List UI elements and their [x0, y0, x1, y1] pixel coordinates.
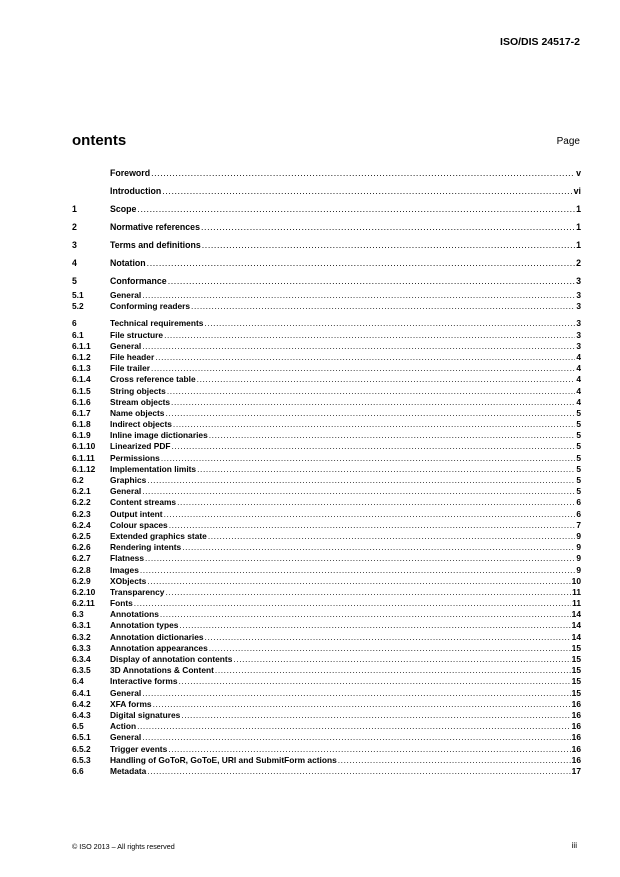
toc-entry-page: 3 — [576, 301, 581, 312]
toc-entry-number: 6.1.2 — [72, 351, 91, 362]
toc-entry-page: 5 — [576, 430, 581, 441]
toc-dot-leader — [137, 200, 575, 218]
toc-entry-page: 1 — [576, 204, 581, 214]
toc-entry-page: 3 — [576, 329, 581, 340]
toc-dot-leader — [165, 587, 571, 598]
toc-entry-page: v — [576, 168, 581, 178]
toc-entry-page: 5 — [576, 419, 581, 430]
toc-entry[interactable] — [72, 272, 581, 290]
toc-entry-number: 6.2.1 — [72, 486, 91, 497]
toc-entry[interactable] — [72, 397, 581, 408]
toc-entry-number: 6.1.10 — [72, 441, 96, 452]
toc-entry-title: Inline image dictionaries — [110, 430, 208, 441]
toc-dot-leader — [155, 352, 575, 363]
toc-entry-title: Scope — [110, 204, 137, 214]
toc-entry-number: 6.2.3 — [72, 508, 91, 519]
toc-entry-title: Images — [110, 564, 139, 575]
toc-entry-number: 6.1.7 — [72, 407, 91, 418]
toc-entry[interactable] — [72, 475, 581, 486]
toc-entry-page: 6 — [576, 508, 581, 519]
toc-dot-leader — [145, 553, 575, 564]
toc-entry[interactable] — [72, 654, 581, 665]
toc-entry-page: 16 — [571, 721, 581, 732]
toc-entry-title: File trailer — [110, 363, 151, 374]
toc-entry-page: 5 — [576, 463, 581, 474]
toc-entry-page: 14 — [571, 631, 581, 642]
toc-entry-title: Annotation types — [110, 620, 179, 631]
toc-dot-leader — [209, 643, 571, 654]
toc-entry-title: Content streams — [110, 497, 177, 508]
toc-dot-leader — [338, 755, 571, 766]
toc-entry-page: 14 — [571, 609, 581, 620]
toc-dot-leader — [182, 542, 575, 553]
toc-dot-leader — [134, 598, 571, 609]
toc-entry[interactable] — [72, 699, 581, 710]
toc-entry[interactable] — [72, 721, 581, 732]
toc-entry-title: Name objects — [110, 407, 165, 418]
toc-entry-title: Terms and definitions — [110, 240, 201, 250]
toc-entry-page: 4 — [576, 385, 581, 396]
toc-entry[interactable] — [72, 531, 581, 542]
toc-entry-number: 6.4.2 — [72, 698, 91, 709]
toc-entry-page: 3 — [576, 340, 581, 351]
toc-entry-number: 5.1 — [72, 290, 84, 300]
toc-entry[interactable] — [72, 441, 581, 452]
toc-entry-title: String objects — [110, 385, 166, 396]
toc-entry[interactable] — [72, 464, 581, 475]
toc-entry[interactable] — [72, 497, 581, 508]
toc-dot-leader — [179, 676, 571, 687]
toc-entry-title: Fonts — [110, 598, 133, 609]
toc-entry-title: General — [110, 486, 142, 497]
toc-dot-leader — [161, 453, 576, 464]
toc-entry[interactable] — [72, 609, 581, 620]
toc-dot-leader — [179, 620, 570, 631]
toc-entry-page: 4 — [576, 351, 581, 362]
toc-entry[interactable] — [72, 164, 581, 182]
toc-entry-title: File structure — [110, 329, 164, 340]
toc-entry[interactable] — [72, 542, 581, 553]
toc-entry[interactable] — [72, 363, 581, 374]
toc-dot-leader — [172, 441, 576, 452]
toc-entry-page: 5 — [576, 407, 581, 418]
toc-entry-title: General — [110, 340, 142, 351]
toc-entry[interactable] — [72, 676, 581, 687]
toc-dot-leader — [142, 486, 575, 497]
toc-entry-number: 6.2.10 — [72, 586, 96, 597]
toc-entry-page: 3 — [576, 290, 581, 300]
toc-entry[interactable] — [72, 565, 581, 576]
toc-entry-number: 6.6 — [72, 765, 84, 776]
toc-entry-page: 9 — [576, 553, 581, 564]
toc-entry[interactable] — [72, 430, 581, 441]
toc-entry[interactable] — [72, 341, 581, 352]
footer-copyright: © ISO 2013 – All rights reserved — [72, 842, 175, 851]
toc-entry-number: 6.2.2 — [72, 497, 91, 508]
toc-entry-page: 9 — [576, 564, 581, 575]
toc-dot-leader — [153, 699, 571, 710]
toc-entry[interactable] — [72, 254, 581, 272]
toc-entry-title: Trigger events — [110, 743, 168, 754]
toc-entry[interactable] — [72, 290, 581, 301]
toc-dot-leader — [147, 254, 575, 272]
toc-entry-title: Metadata — [110, 765, 147, 776]
toc-dot-leader — [160, 609, 571, 620]
toc-entry[interactable] — [72, 643, 581, 654]
toc-entry-title: General — [110, 732, 142, 743]
toc-entry-number: 6.2.7 — [72, 553, 91, 564]
toc-entry-page: 16 — [571, 709, 581, 720]
toc-dot-leader — [142, 732, 570, 743]
toc-entry-page: 15 — [571, 665, 581, 676]
toc-entry-title: Foreword — [110, 168, 151, 178]
toc-dot-leader — [201, 218, 575, 236]
toc-entry-number: 6.3.2 — [72, 631, 91, 642]
toc-entry-page: 10 — [571, 575, 581, 586]
toc-entry-title: Conformance — [110, 276, 167, 286]
toc-entry-number: 6.2.9 — [72, 575, 91, 586]
toc-entry-number: 6.2.6 — [72, 542, 91, 553]
toc-entry-page: 15 — [571, 676, 581, 687]
toc-dot-leader — [147, 475, 575, 486]
toc-entry[interactable] — [72, 732, 581, 743]
toc-entry-page: 15 — [571, 642, 581, 653]
table-of-contents — [72, 164, 581, 777]
toc-entry[interactable] — [72, 665, 581, 676]
toc-entry[interactable] — [72, 182, 581, 200]
toc-entry[interactable] — [72, 330, 581, 341]
toc-entry[interactable] — [72, 200, 581, 218]
toc-entry-title: Conforming readers — [110, 301, 191, 312]
toc-dot-leader — [142, 290, 575, 301]
toc-dot-leader — [164, 330, 575, 341]
toc-entry-page: 4 — [576, 374, 581, 385]
toc-dot-leader — [137, 721, 571, 732]
toc-entry[interactable] — [72, 408, 581, 419]
toc-entry-title: Extended graphics state — [110, 530, 207, 541]
toc-entry-title: Linearized PDF — [110, 441, 171, 452]
toc-entry-number: 6.3 — [72, 609, 84, 620]
toc-entry[interactable] — [72, 486, 581, 497]
toc-dot-leader — [197, 464, 575, 475]
toc-entry-title: Normative references — [110, 222, 200, 232]
toc-entry-page: 6 — [576, 497, 581, 508]
toc-entry-number: 6.1.6 — [72, 396, 91, 407]
toc-entry-page: 3 — [576, 318, 581, 329]
toc-entry-number: 6.4.1 — [72, 687, 91, 698]
toc-entry-title: Graphics — [110, 475, 147, 485]
toc-entry-number: 6.1.4 — [72, 374, 91, 385]
toc-entry-number: 6.5.1 — [72, 732, 91, 743]
toc-entry-page: 17 — [571, 765, 581, 776]
toc-entry-number: 6.1.9 — [72, 430, 91, 441]
toc-dot-leader — [168, 272, 575, 290]
toc-entry-page: 9 — [576, 542, 581, 553]
toc-entry[interactable] — [72, 386, 581, 397]
toc-entry-page: 1 — [576, 222, 581, 232]
toc-dot-leader — [181, 710, 570, 721]
toc-entry-number: 6.4 — [72, 676, 84, 687]
toc-entry-title: Output intent — [110, 508, 163, 519]
toc-entry-page: 5 — [576, 475, 581, 485]
toc-entry[interactable] — [72, 688, 581, 699]
toc-dot-leader — [140, 565, 575, 576]
toc-entry-page: 16 — [571, 743, 581, 754]
toc-dot-leader — [151, 164, 575, 182]
toc-entry-number: 6.5 — [72, 721, 84, 732]
toc-entry-page: 11 — [572, 598, 581, 609]
toc-entry-number: 6.2.5 — [72, 530, 91, 541]
footer-page-number: iii — [571, 841, 577, 850]
toc-entry[interactable] — [72, 632, 581, 643]
toc-entry-number: 6.2.11 — [72, 598, 95, 609]
toc-dot-leader — [215, 665, 571, 676]
toc-entry[interactable] — [72, 509, 581, 520]
toc-dot-leader — [171, 397, 575, 408]
toc-entry-title: Technical requirements — [110, 318, 204, 329]
toc-dot-leader — [142, 688, 570, 699]
toc-entry-page: 5 — [576, 486, 581, 497]
toc-entry-title: Annotation dictionaries — [110, 631, 204, 642]
toc-entry-title: Cross reference table — [110, 374, 196, 385]
toc-entry[interactable] — [72, 620, 581, 631]
toc-dot-leader — [205, 632, 571, 643]
toc-entry-title: Annotation appearances — [110, 642, 208, 653]
toc-entry-number: 6.1.3 — [72, 363, 91, 374]
toc-entry[interactable] — [72, 587, 581, 598]
toc-dot-leader — [204, 318, 575, 329]
toc-entry-title: Handling of GoToR, GoToE, URI and SubmitForm actions — [110, 754, 337, 765]
toc-dot-leader — [147, 576, 570, 587]
toc-entry-number: 6.1.8 — [72, 419, 91, 430]
toc-dot-leader — [142, 341, 575, 352]
toc-entry-title: Action — [110, 721, 137, 732]
toc-entry-page: 16 — [571, 698, 581, 709]
toc-entry-number: 6.2.8 — [72, 564, 91, 575]
toc-entry-number: 6.1 — [72, 329, 84, 340]
toc-dot-leader — [165, 408, 575, 419]
toc-entry-page: 1 — [576, 240, 581, 250]
toc-entry-title: Display of annotation contents — [110, 654, 233, 664]
toc-entry-number: 5.2 — [72, 301, 84, 312]
toc-entry[interactable] — [72, 598, 581, 609]
toc-entry[interactable] — [72, 301, 581, 312]
toc-entry-title: Implementation limits — [110, 463, 197, 474]
toc-entry-number: 6.2.4 — [72, 519, 91, 530]
toc-entry[interactable] — [72, 755, 581, 766]
toc-entry-number: 6.3.3 — [72, 642, 91, 653]
toc-dot-leader — [167, 386, 575, 397]
toc-entry[interactable] — [72, 218, 581, 236]
toc-entry-title: Introduction — [110, 186, 162, 196]
toc-entry[interactable] — [72, 318, 581, 329]
toc-entry-title: General — [110, 687, 142, 698]
toc-dot-leader — [197, 374, 576, 385]
toc-entry-number: 6 — [72, 318, 77, 329]
toc-entry-page: 5 — [576, 452, 581, 463]
toc-entry-title: Digital signatures — [110, 709, 181, 720]
page-column-label: Page — [556, 136, 580, 147]
toc-entry-page: 5 — [576, 441, 581, 452]
toc-dot-leader — [151, 363, 575, 374]
toc-entry-title: 3D Annotations & Content — [110, 665, 214, 676]
toc-dot-leader — [173, 419, 575, 430]
toc-entry-title: Colour spaces — [110, 519, 168, 530]
toc-dot-leader — [202, 236, 575, 254]
toc-entry-title: Flatness — [110, 553, 144, 564]
document-id: ISO/DIS 24517-2 — [500, 36, 580, 48]
toc-entry[interactable] — [72, 744, 581, 755]
toc-entry-title: Notation — [110, 258, 146, 268]
toc-entry-title: Transparency — [110, 586, 165, 597]
toc-entry-number: 6.1.5 — [72, 385, 91, 396]
toc-dot-leader — [169, 520, 576, 531]
toc-entry-number: 6.5.2 — [72, 743, 91, 754]
toc-entry-title: XFA forms — [110, 698, 152, 709]
toc-entry[interactable] — [72, 766, 581, 777]
toc-entry[interactable] — [72, 520, 581, 531]
toc-entry-title: Rendering intents — [110, 542, 182, 553]
toc-entry-number: 6.3.4 — [72, 654, 91, 664]
toc-dot-leader — [162, 182, 572, 200]
toc-entry-page: vi — [573, 186, 581, 196]
toc-entry-page: 16 — [571, 754, 581, 765]
toc-entry[interactable] — [72, 352, 581, 363]
toc-dot-leader — [233, 654, 570, 665]
toc-entry-number: 6.2 — [72, 475, 84, 485]
toc-entry-page: 15 — [571, 687, 581, 698]
toc-entry-number: 6.1.1 — [72, 340, 91, 351]
toc-entry[interactable] — [72, 419, 581, 430]
toc-dot-leader — [164, 509, 576, 520]
toc-entry-page: 4 — [576, 396, 581, 407]
toc-dot-leader — [191, 301, 575, 312]
toc-entry-page: 2 — [576, 258, 581, 268]
toc-entry-number: 3 — [72, 240, 77, 250]
toc-entry-number: 6.3.1 — [72, 620, 91, 631]
toc-entry-page: 7 — [576, 519, 581, 530]
toc-dot-leader — [147, 766, 570, 777]
toc-entry-number: 6.1.11 — [72, 452, 95, 463]
toc-entry[interactable] — [72, 710, 581, 721]
toc-entry[interactable] — [72, 553, 581, 564]
toc-entry-page: 3 — [576, 276, 581, 286]
toc-entry-title: XObjects — [110, 575, 147, 586]
toc-dot-leader — [177, 497, 575, 508]
toc-entry-page: 11 — [572, 586, 581, 597]
toc-entry-title: Interactive forms — [110, 676, 178, 687]
toc-entry-page: 16 — [571, 732, 581, 743]
toc-entry-number: 2 — [72, 222, 77, 232]
toc-entry-page: 9 — [576, 530, 581, 541]
toc-entry-title: File header — [110, 351, 155, 362]
toc-entry-number: 6.3.5 — [72, 665, 91, 676]
toc-entry-number: 6.4.3 — [72, 709, 91, 720]
toc-entry-number: 6.1.12 — [72, 463, 96, 474]
toc-entry-number: 1 — [72, 204, 77, 214]
toc-entry-title: General — [110, 290, 142, 300]
toc-entry[interactable] — [72, 374, 581, 385]
toc-entry-number: 5 — [72, 276, 77, 286]
toc-entry-title: Indirect objects — [110, 419, 172, 430]
toc-dot-leader — [209, 430, 576, 441]
toc-entry-page: 14 — [571, 620, 581, 631]
toc-entry-title: Permissions — [110, 452, 160, 463]
toc-entry-number: 6.5.3 — [72, 754, 91, 765]
toc-entry-page: 15 — [571, 654, 581, 664]
toc-dot-leader — [208, 531, 576, 542]
toc-entry[interactable] — [72, 236, 581, 254]
toc-entry[interactable] — [72, 453, 581, 464]
contents-title: ontents — [72, 132, 127, 149]
toc-entry-number: 4 — [72, 258, 77, 268]
toc-entry-title: Stream objects — [110, 396, 171, 407]
toc-dot-leader — [168, 744, 570, 755]
toc-entry-page: 4 — [576, 363, 581, 374]
toc-entry[interactable] — [72, 576, 581, 587]
toc-entry-title: Annotations — [110, 609, 159, 620]
